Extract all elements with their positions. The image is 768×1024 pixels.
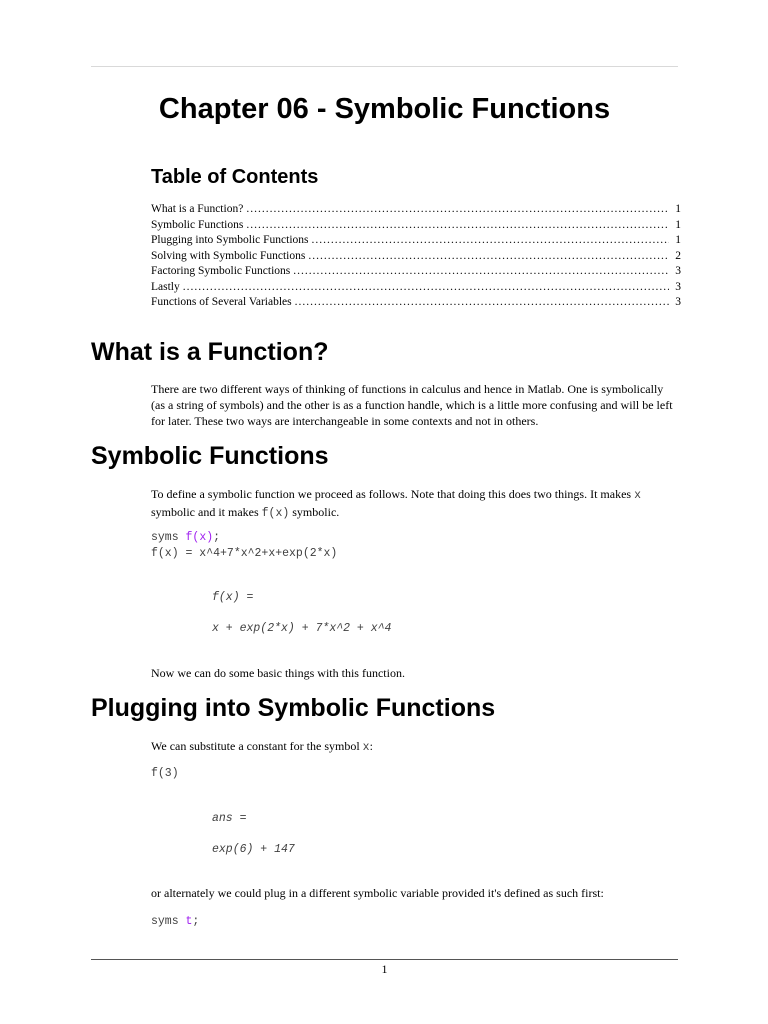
toc-item[interactable]: [151, 233, 681, 249]
toc-item[interactable]: [151, 264, 681, 280]
toc-leader-dots: [246, 202, 669, 218]
code2-syms-keyword: syms: [151, 915, 186, 928]
symbolic-intro-text-1: To define a symbolic function we proceed as follows. Note that doing this does two things. It makes: [151, 487, 635, 501]
section-heading-what-is-a-function: What is a Function?: [91, 338, 329, 366]
symbolic-intro-paragraph: [151, 486, 679, 522]
symbolic-intro-code-x: x: [634, 489, 641, 502]
code-syms-keyword: syms: [151, 531, 186, 544]
symbolic-output-label: f(x) =: [212, 591, 254, 604]
toc-item-page: 1: [675, 203, 681, 215]
plugging-intro-code-x: x: [362, 741, 370, 754]
toc-item-page: 3: [675, 296, 681, 308]
plugging-intro-text: We can substitute a constant for the symbol: [151, 739, 363, 753]
toc-item-page: 1: [675, 218, 681, 231]
symbolic-intro-code-fx: f(x): [261, 507, 290, 520]
plugging-intro-end: :: [369, 739, 373, 753]
symbolic-intro-text-3: symbolic.: [289, 505, 340, 519]
section-heading-symbolic-functions: Symbolic Functions: [91, 442, 329, 470]
toc-leader-dots: [308, 249, 669, 265]
what-is-function-paragraph: There are two different ways of thinking of functions in calculus and hence in Matlab. One is symbolically (as a string of symbols) and the other is as a function handle, which is a little more confusing and will be left for later. These two ways are interchangeable in some contexts and not in others.: [151, 382, 673, 428]
toc-leader-dots: [246, 218, 669, 234]
code-symbol-fx: f(x): [185, 531, 214, 544]
plugging-intro-paragraph: [151, 738, 679, 756]
code-semicolon: ;: [213, 531, 221, 544]
toc-item-label: Plugging into Symbolic Functions: [151, 234, 309, 246]
toc-item[interactable]: [151, 280, 681, 296]
toc-item-label: What is a Function?: [151, 203, 244, 215]
symbolic-output-value: x + exp(2*x) + 7*x^2 + x^4: [212, 622, 392, 635]
footer-rule: [91, 959, 678, 960]
plugging-output-value: exp(6) + 147: [212, 843, 295, 856]
toc-item[interactable]: [151, 218, 681, 234]
toc-leader-dots: [183, 280, 670, 296]
code2-semicolon: ;: [192, 915, 200, 928]
toc-item-label: Factoring Symbolic Functions: [151, 265, 291, 277]
toc-item[interactable]: [151, 202, 681, 218]
toc-item-page: 3: [675, 280, 681, 293]
section-heading-plugging: Plugging into Symbolic Functions: [91, 694, 496, 722]
code-line-definition: f(x) = x^4+7*x^2+x+exp(2*x): [151, 547, 338, 560]
toc-item[interactable]: [151, 295, 681, 311]
toc-item-label: Functions of Several Variables: [151, 296, 292, 308]
toc-item-label: Symbolic Functions: [151, 218, 244, 231]
symbolic-intro-text-2: symbolic and it makes: [151, 505, 262, 519]
plugging-code-block: f(3): [151, 767, 179, 780]
toc-item[interactable]: [151, 249, 681, 265]
plugging-output-label: ans =: [212, 812, 247, 825]
toc-leader-dots: [293, 264, 669, 280]
toc-item-page: 1: [675, 234, 681, 246]
toc-item-page: 3: [675, 265, 681, 277]
plugging-after-text: or alternately we could plug in a different symbolic variable provided it's defined as such first:: [151, 886, 604, 900]
toc-heading: Table of Contents: [151, 166, 319, 188]
top-rule: [91, 66, 678, 67]
toc-item-page: 2: [675, 249, 681, 262]
toc-leader-dots: [295, 295, 670, 311]
page-number: 1: [381, 962, 388, 976]
table-of-contents: [151, 202, 681, 311]
chapter-title: Chapter 06 - Symbolic Functions: [158, 93, 611, 125]
symbolic-code-block: [151, 530, 337, 562]
plugging-code-block-2: [151, 914, 199, 930]
symbolic-after-text: Now we can do some basic things with this function.: [151, 666, 405, 680]
toc-leader-dots: [312, 233, 670, 249]
toc-item-label: Lastly: [151, 280, 180, 293]
toc-item-label: Solving with Symbolic Functions: [151, 249, 306, 262]
code2-symbol-t: t: [185, 915, 193, 928]
